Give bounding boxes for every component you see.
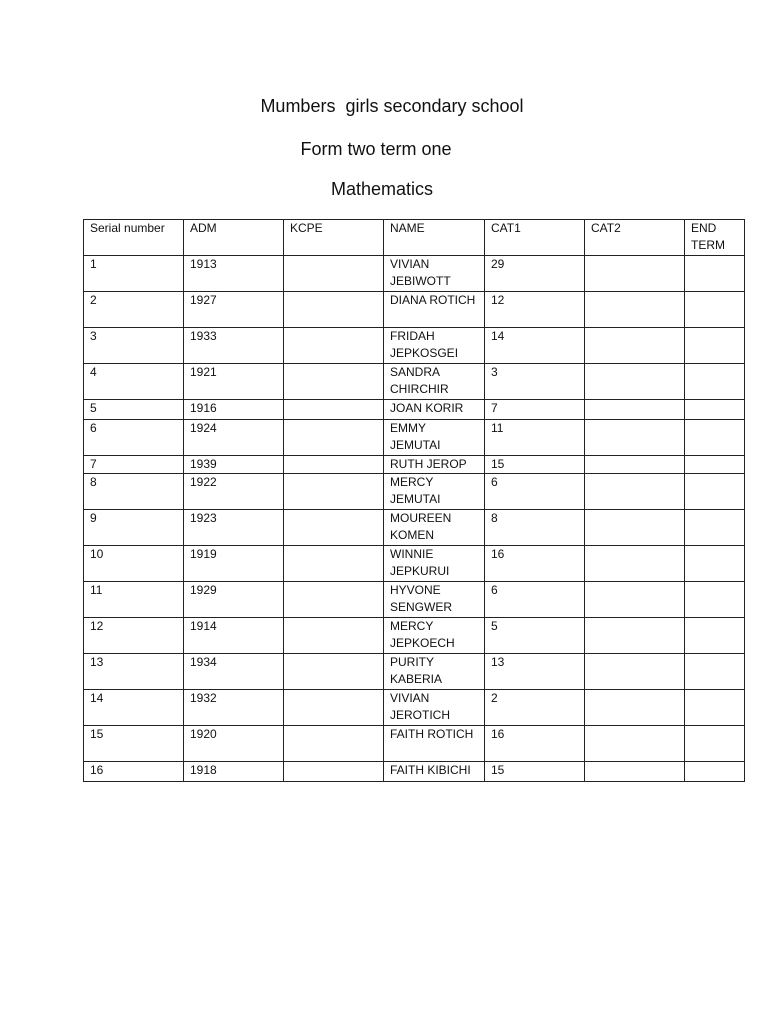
name-cell: PURITY KABERIA bbox=[384, 654, 485, 690]
adm-cell: 1914 bbox=[184, 618, 284, 654]
header-serial-number: Serial number bbox=[84, 220, 184, 256]
serial-cell: 12 bbox=[84, 618, 184, 654]
cat2-cell bbox=[585, 292, 685, 328]
adm-cell: 1913 bbox=[184, 256, 284, 292]
end-term-cell bbox=[685, 328, 745, 364]
kcpe-cell bbox=[284, 456, 384, 474]
serial-cell: 3 bbox=[84, 328, 184, 364]
kcpe-cell bbox=[284, 400, 384, 420]
cat2-cell bbox=[585, 762, 685, 782]
cat2-cell bbox=[585, 690, 685, 726]
name-cell: HYVONE SENGWER bbox=[384, 582, 485, 618]
table-row bbox=[84, 582, 745, 618]
adm-cell: 1927 bbox=[184, 292, 284, 328]
serial-cell: 5 bbox=[84, 400, 184, 420]
table-header-row bbox=[84, 220, 745, 256]
adm-cell: 1933 bbox=[184, 328, 284, 364]
end-term-cell bbox=[685, 420, 745, 456]
cat1-cell: 3 bbox=[485, 364, 585, 400]
table-row bbox=[84, 690, 745, 726]
name-cell: JOAN KORIR bbox=[384, 400, 485, 420]
cat2-cell bbox=[585, 618, 685, 654]
table-row bbox=[84, 400, 745, 420]
kcpe-cell bbox=[284, 618, 384, 654]
name-cell: EMMY JEMUTAI bbox=[384, 420, 485, 456]
adm-cell: 1923 bbox=[184, 510, 284, 546]
subject-heading: Mathematics bbox=[330, 179, 434, 199]
table-row bbox=[84, 256, 745, 292]
name-cell: VIVIAN JEROTICH bbox=[384, 690, 485, 726]
name-cell: FRIDAH JEPKOSGEI bbox=[384, 328, 485, 364]
cat1-cell: 6 bbox=[485, 582, 585, 618]
header-cat2: CAT2 bbox=[585, 220, 685, 256]
end-term-cell bbox=[685, 618, 745, 654]
serial-cell: 7 bbox=[84, 456, 184, 474]
table-row bbox=[84, 420, 745, 456]
cat1-cell: 2 bbox=[485, 690, 585, 726]
adm-cell: 1921 bbox=[184, 364, 284, 400]
adm-cell: 1929 bbox=[184, 582, 284, 618]
adm-cell: 1939 bbox=[184, 456, 284, 474]
cat1-cell: 12 bbox=[485, 292, 585, 328]
name-cell: DIANA ROTICH bbox=[384, 292, 485, 328]
serial-cell: 15 bbox=[84, 726, 184, 762]
header-name: NAME bbox=[384, 220, 485, 256]
end-term-cell bbox=[685, 456, 745, 474]
table-row bbox=[84, 510, 745, 546]
serial-cell: 10 bbox=[84, 546, 184, 582]
kcpe-cell bbox=[284, 654, 384, 690]
end-term-cell bbox=[685, 510, 745, 546]
name-cell: SANDRA CHIRCHIR bbox=[384, 364, 485, 400]
serial-cell: 14 bbox=[84, 690, 184, 726]
serial-cell: 9 bbox=[84, 510, 184, 546]
serial-cell: 6 bbox=[84, 420, 184, 456]
table-row bbox=[84, 474, 745, 510]
end-term-cell bbox=[685, 654, 745, 690]
adm-cell: 1919 bbox=[184, 546, 284, 582]
table-row bbox=[84, 292, 745, 328]
adm-cell: 1932 bbox=[184, 690, 284, 726]
table-row bbox=[84, 726, 745, 762]
end-term-cell bbox=[685, 582, 745, 618]
cat2-cell bbox=[585, 400, 685, 420]
cat1-cell: 16 bbox=[485, 546, 585, 582]
table-row bbox=[84, 618, 745, 654]
kcpe-cell bbox=[284, 292, 384, 328]
adm-cell: 1916 bbox=[184, 400, 284, 420]
cat2-cell bbox=[585, 364, 685, 400]
cat1-cell: 6 bbox=[485, 474, 585, 510]
kcpe-cell bbox=[284, 420, 384, 456]
adm-cell: 1922 bbox=[184, 474, 284, 510]
kcpe-cell bbox=[284, 582, 384, 618]
kcpe-cell bbox=[284, 364, 384, 400]
kcpe-cell bbox=[284, 762, 384, 782]
cat1-cell: 5 bbox=[485, 618, 585, 654]
table-row bbox=[84, 762, 745, 782]
cat2-cell bbox=[585, 474, 685, 510]
name-cell: MOUREEN KOMEN bbox=[384, 510, 485, 546]
end-term-cell bbox=[685, 762, 745, 782]
name-cell: VIVIAN JEBIWOTT bbox=[384, 256, 485, 292]
end-term-cell bbox=[685, 690, 745, 726]
adm-cell: 1934 bbox=[184, 654, 284, 690]
cat2-cell bbox=[585, 420, 685, 456]
serial-cell: 16 bbox=[84, 762, 184, 782]
table-row bbox=[84, 546, 745, 582]
end-term-cell bbox=[685, 292, 745, 328]
cat2-cell bbox=[585, 510, 685, 546]
kcpe-cell bbox=[284, 256, 384, 292]
kcpe-cell bbox=[284, 510, 384, 546]
table-row bbox=[84, 456, 745, 474]
kcpe-cell bbox=[284, 690, 384, 726]
end-term-cell bbox=[685, 364, 745, 400]
name-cell: WINNIE JEPKURUI bbox=[384, 546, 485, 582]
serial-cell: 4 bbox=[84, 364, 184, 400]
table-row bbox=[84, 328, 745, 364]
end-term-cell bbox=[685, 400, 745, 420]
serial-cell: 11 bbox=[84, 582, 184, 618]
cat1-cell: 15 bbox=[485, 762, 585, 782]
cat1-cell: 11 bbox=[485, 420, 585, 456]
cat2-cell bbox=[585, 546, 685, 582]
header-cat1: CAT1 bbox=[485, 220, 585, 256]
name-cell: FAITH ROTICH bbox=[384, 726, 485, 762]
header-kcpe: KCPE bbox=[284, 220, 384, 256]
serial-cell: 1 bbox=[84, 256, 184, 292]
cat2-cell bbox=[585, 328, 685, 364]
cat1-cell: 8 bbox=[485, 510, 585, 546]
name-cell: RUTH JEROP bbox=[384, 456, 485, 474]
serial-cell: 8 bbox=[84, 474, 184, 510]
cat2-cell bbox=[585, 726, 685, 762]
cat2-cell bbox=[585, 582, 685, 618]
header-adm: ADM bbox=[184, 220, 284, 256]
header-end-term: END TERM bbox=[685, 220, 745, 256]
cat2-cell bbox=[585, 654, 685, 690]
adm-cell: 1920 bbox=[184, 726, 284, 762]
table-row bbox=[84, 654, 745, 690]
adm-cell: 1924 bbox=[184, 420, 284, 456]
name-cell: MERCY JEMUTAI bbox=[384, 474, 485, 510]
cat1-cell: 13 bbox=[485, 654, 585, 690]
adm-cell: 1918 bbox=[184, 762, 284, 782]
cat1-cell: 29 bbox=[485, 256, 585, 292]
kcpe-cell bbox=[284, 726, 384, 762]
end-term-cell bbox=[685, 474, 745, 510]
name-cell: FAITH KIBICHI bbox=[384, 762, 485, 782]
kcpe-cell bbox=[284, 474, 384, 510]
cat1-cell: 16 bbox=[485, 726, 585, 762]
cat2-cell bbox=[585, 456, 685, 474]
cat1-cell: 15 bbox=[485, 456, 585, 474]
end-term-cell bbox=[685, 726, 745, 762]
serial-cell: 13 bbox=[84, 654, 184, 690]
marks-table bbox=[83, 219, 745, 782]
class-term-heading: Form two term one bbox=[300, 139, 452, 159]
cat1-cell: 14 bbox=[485, 328, 585, 364]
end-term-cell bbox=[685, 256, 745, 292]
end-term-cell bbox=[685, 546, 745, 582]
school-name-heading: Mumbers girls secondary school bbox=[260, 96, 524, 116]
cat1-cell: 7 bbox=[485, 400, 585, 420]
serial-cell: 2 bbox=[84, 292, 184, 328]
kcpe-cell bbox=[284, 328, 384, 364]
kcpe-cell bbox=[284, 546, 384, 582]
cat2-cell bbox=[585, 256, 685, 292]
name-cell: MERCY JEPKOECH bbox=[384, 618, 485, 654]
table-row bbox=[84, 364, 745, 400]
